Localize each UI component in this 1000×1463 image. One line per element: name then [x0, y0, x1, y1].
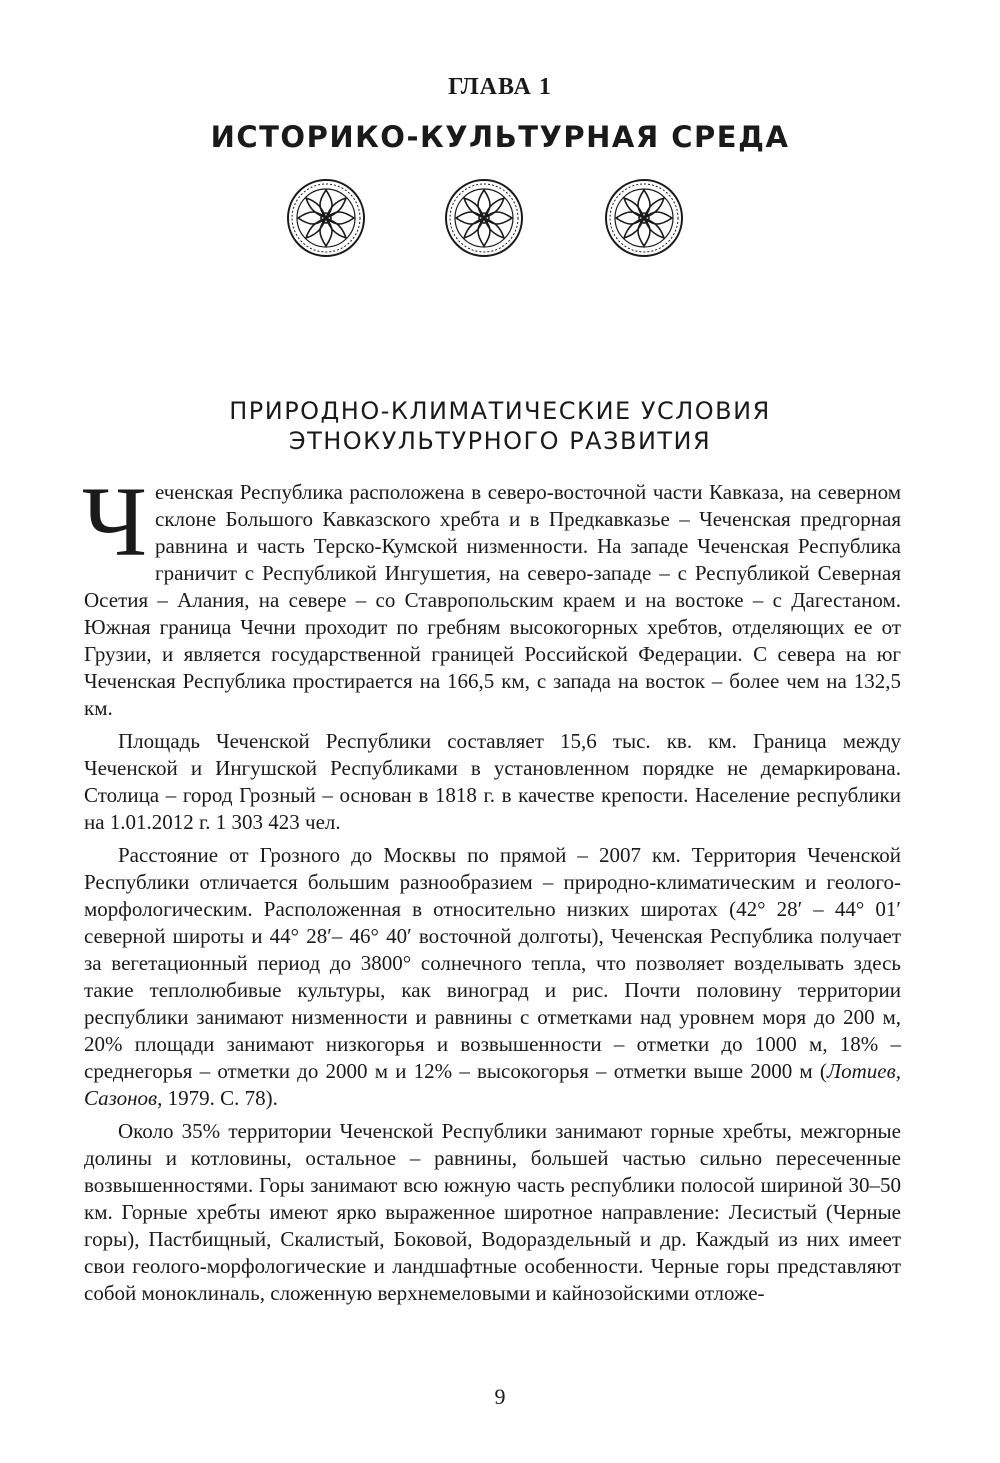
- paragraph-1-text: еченская Республика расположена в северо-восточной части Кавказа, на северном склоне Большого Кавказского хребта и в Предкавказье – Чеченская предгорная равнина и часть Терско-Кумской низменности. На западе Чеченская Республика граничит с Республикой Ингушетия, на северо-западе – с Республикой Северная Осетия – Алания, на севере – со Ставропольским краем и на востоке – с Дагестаном. Южная граница Чечни проходит по гребням высокогорных хребтов, отделяющих ее от Грузии, и является государственной границей Российской Федерации. С севера на юг Чеченская Республика простирается на 166,5 км, с запада на восток – более чем на 132,5 км.: [84, 480, 901, 720]
- ornament-row: [0, 178, 1000, 258]
- body-text: [82, 466, 901, 1313]
- citation-authors: Лотиев, Сазонов: [84, 1059, 901, 1110]
- rosette-ornament-icon: [444, 178, 524, 258]
- drop-cap: Ч: [82, 466, 147, 577]
- chapter-title: ИСТОРИКО-КУЛЬТУРНАЯ СРЕДА: [210, 120, 790, 154]
- rosette-ornament-icon: [286, 178, 366, 258]
- section-title: [0, 396, 1000, 456]
- section-title-line-2: ЭТНОКУЛЬТУРНОГО РАЗВИТИЯ: [288, 427, 712, 455]
- paragraph-3-text-before: Расстояние от Грозного до Москвы по прямой – 2007 км. Территория Чеченской Республики отличается большим разнообразием – природно-климатическим и геолого-морфологическим. Расположенная в относительно низких широтах (42° 28′ – 44° 01′ северной широты и 44° 28′– 46° 40′ восточной долготы), Чеченская Республика получает за вегетационный период до 3800° солнечного тепла, что позволяет возделывать здесь такие теплолюбивые культуры, как виноград и рис. Почти половину территории республики занимают низменности и равнины с отметками над уровнем моря до 200 м, 20% площади занимают низкогорья и возвышенности – отметки до 1000 м, 18% – среднегорья – отметки до 2000 м и 12% – высокогорья – отметки выше 2000 м (: [84, 843, 901, 1083]
- rosette-ornament-icon: [604, 178, 684, 258]
- chapter-label: ГЛАВА 1: [448, 74, 552, 100]
- paragraph-2: Площадь Чеченской Республики составляет 15,6 тыс. кв. км. Граница между Чеченской и Ингушской Республиками в установленном порядке не демаркирована. Столица – город Грозный – основан в 1818 г. в качестве крепости. Население республики на 1.01.2012 г. 1 303 423 чел.: [84, 729, 901, 834]
- paragraph-4: Около 35% территории Чеченской Республики занимают горные хребты, межгорные долины и котловины, остальное – равнины, большей частью сильно пересеченные возвышенностями. Горы занимают всю южную часть республики полосой шириной 30–50 км. Горные хребты имеют ярко выраженное широтное направление: Лесистый (Черные горы), Пастбищный, Скалистый, Боковой, Водораздельный и др. Каждый из них имеет свои геолого-морфологические и ландшафтные особенности. Черные горы представляют собой моноклиналь, сложенную верхнемеловыми и кайнозойскими отложе-: [84, 1119, 901, 1305]
- page-number: 9: [494, 1384, 506, 1409]
- section-title-line-1: ПРИРОДНО-КЛИМАТИЧЕСКИЕ УСЛОВИЯ: [229, 397, 771, 425]
- paragraph-3-text-after: , 1979. С. 78).: [157, 1086, 278, 1110]
- paragraph-1: [82, 466, 901, 722]
- paragraph-3: [84, 842, 901, 1112]
